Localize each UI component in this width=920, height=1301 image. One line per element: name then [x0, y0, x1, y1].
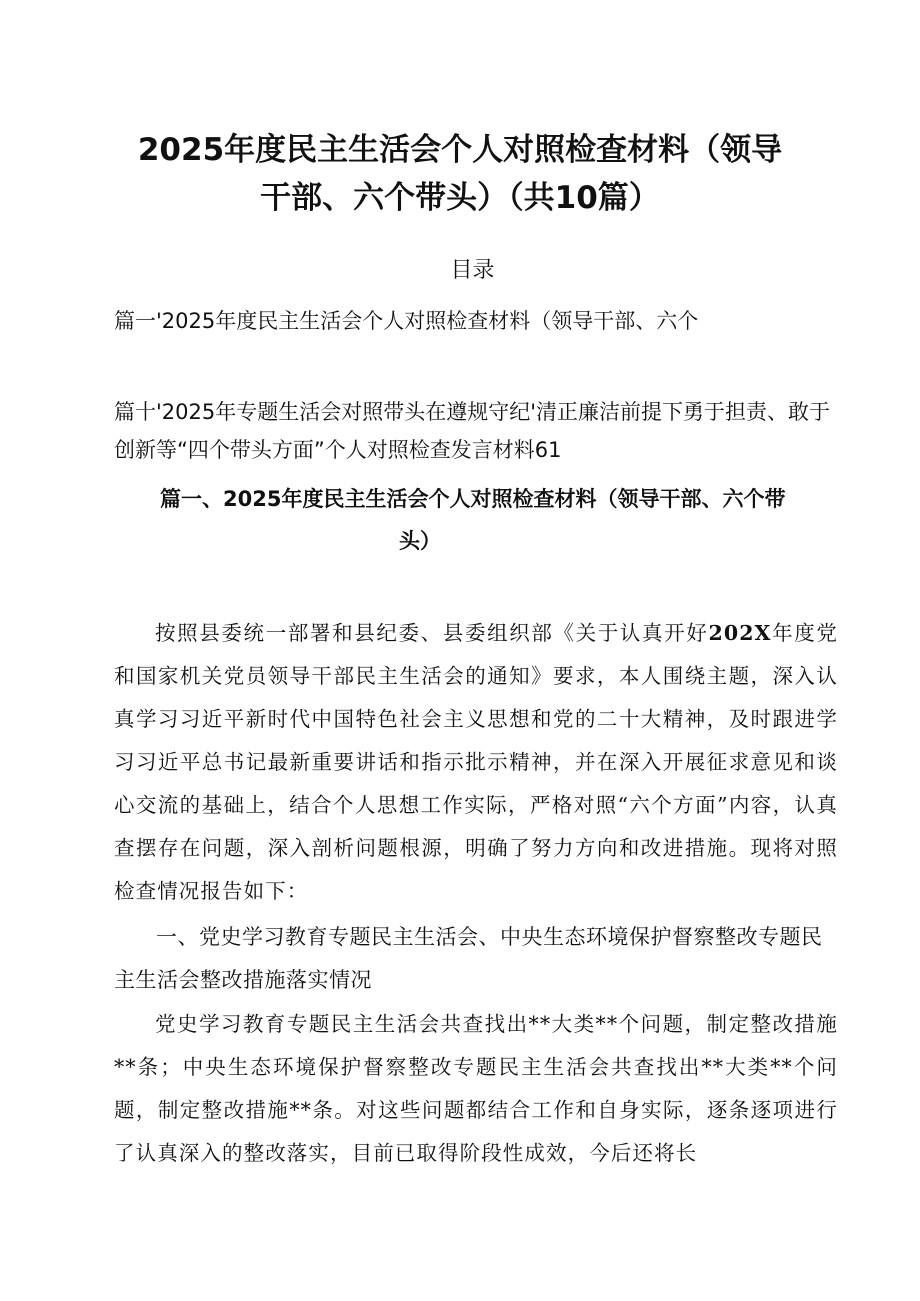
- body-heading: 一、党史学习教育专题民主生活会、中央生态环境保护督察整改专题民主生活会整改措施落实情况: [114, 925, 823, 992]
- toc-item[interactable]: 篇一'2025年度民主生活会个人对照检查材料（领导干部、六个: [114, 309, 699, 333]
- toc-heading: 目录: [450, 258, 495, 283]
- section-title: 篇一、2025年度民主生活会个人对照检查材料（领导干部、六个带: [160, 487, 786, 511]
- toc-item[interactable]: 篇十'2025年专题生活会对照带头在遵规守纪'清正廉洁前提下勇于担责、敢于创新等“四个带头方面”个人对照检查发言材料61: [114, 400, 830, 462]
- document-title-line-1: 2025年度民主生活会个人对照检查材料（领导: [137, 132, 783, 168]
- paragraph-text: 按照县委统一部署和县纪委、县委组织部《关于认真开好: [155, 621, 709, 645]
- section-title-continuation: 头）: [399, 529, 441, 553]
- paragraph-text: 年度党和国家机关党员领导干部民主生活会的通知》要求，本人围绕主题，深入认真学习习近平新时代中国特色社会主义思想和党的二十大精神，及时跟进学习习近平总书记最新重要讲话和指示批示精神，并在深入开展征求意见和谈心交流的基础上，结合个人思想工作实际，严格对照“六个方面”内容，认真查摆存在问题，深入剖析问题根源，明确了努力方向和改进措施。现将对照检查情况报告如下：: [114, 621, 838, 903]
- paragraph-bold-year: 202X: [708, 621, 772, 645]
- document-title-line-2: 干部、六个带头）（共10篇）: [260, 180, 660, 216]
- body-paragraph: [114, 612, 838, 913]
- body-paragraph: 党史学习教育专题民主生活会共查找出**大类**个问题，制定整改措施**条；中央生态环境保护督察整改专题民主生活会共查找出**大类**个问题，制定整改措施**条。对这些问题都结合工作和自身实际，逐条逐项进行了认真深入的整改落实，目前已取得阶段性成效，今后还将长: [114, 1012, 838, 1165]
- document-title: [110, 126, 810, 222]
